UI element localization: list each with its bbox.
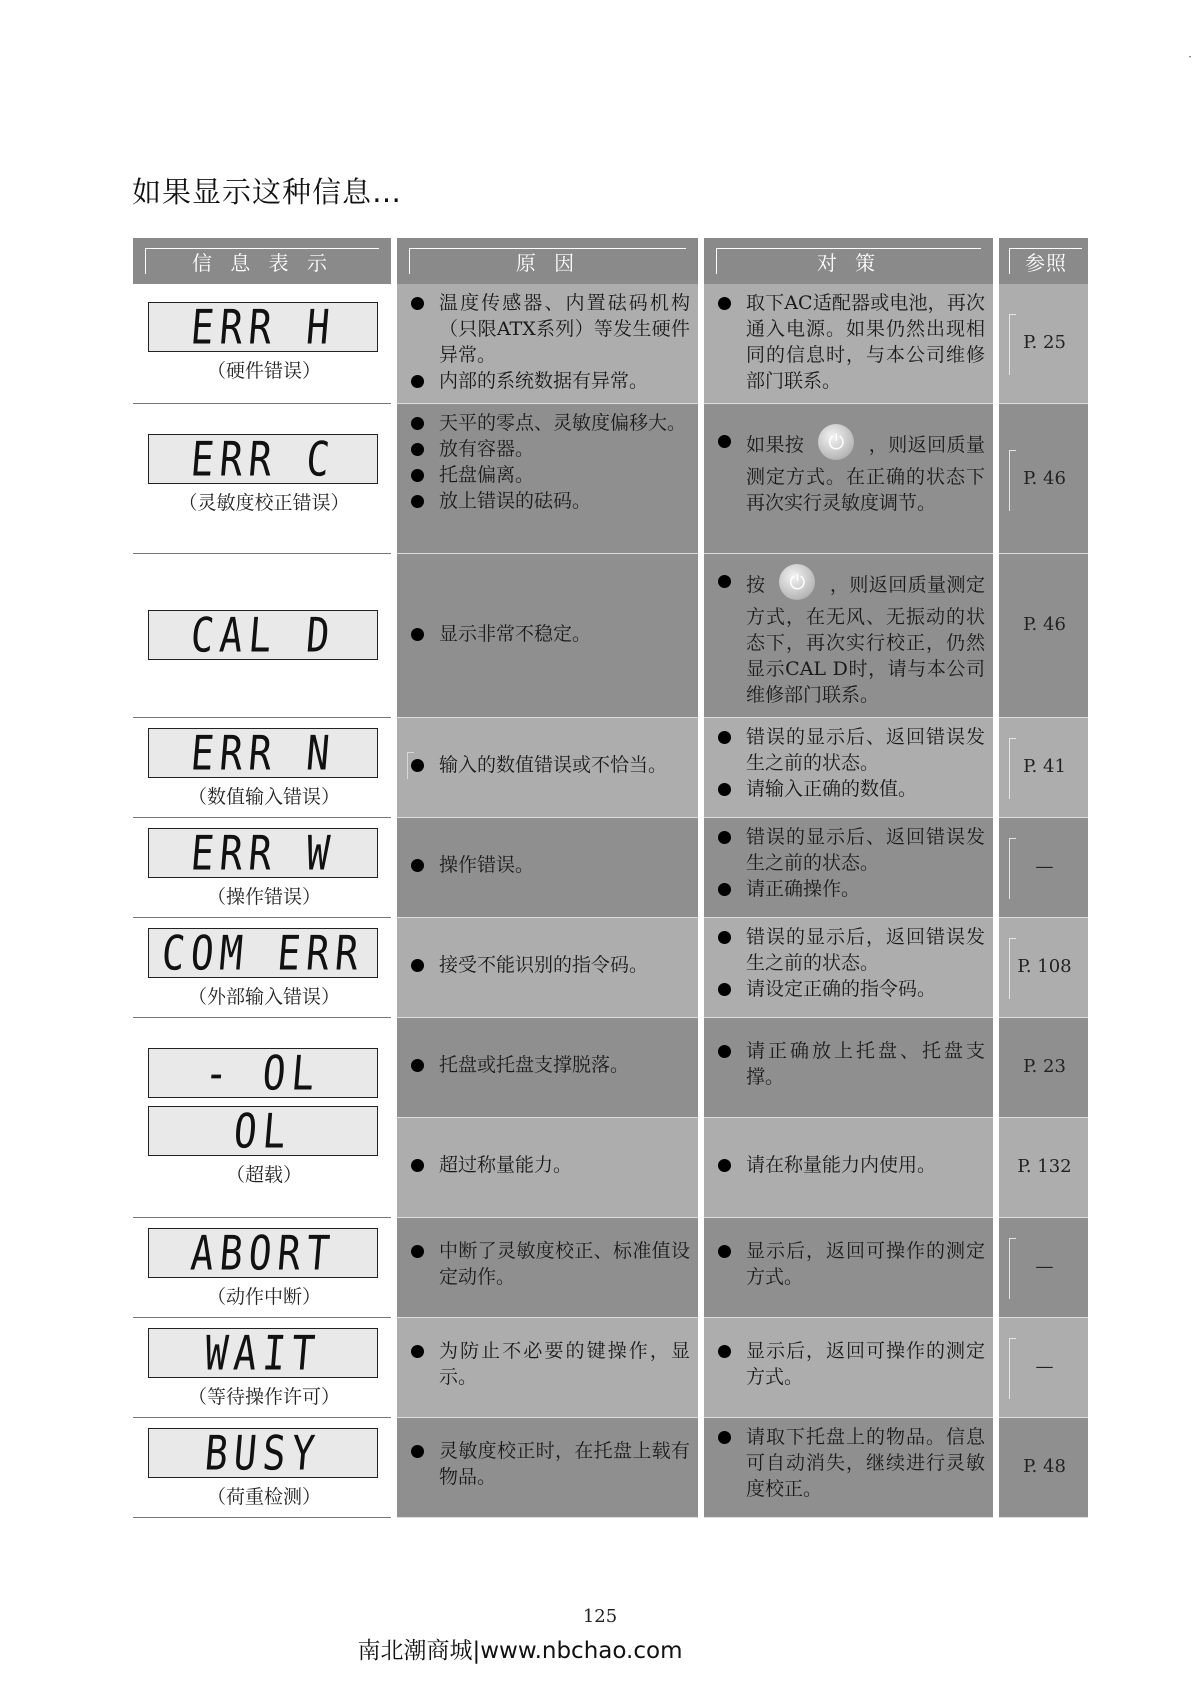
reference-page: P. 41: [1023, 756, 1066, 777]
lcd-display: OL: [148, 1106, 378, 1156]
remedy-list: [714, 1424, 985, 1502]
table-row: [133, 1318, 1088, 1418]
lcd-display: COM ERR: [148, 928, 378, 978]
list-item: 错误的显示后、返回错误发生之前的状态。: [714, 824, 985, 876]
message-label: （超载）: [225, 1164, 302, 1186]
lcd-display: ERR N: [148, 728, 378, 778]
list-item: 温度传感器、内置砝码机构（只限ATX系列）等发生硬件异常。: [407, 290, 690, 368]
cause-list: [407, 1052, 690, 1078]
cause-list: [407, 290, 690, 394]
header-remedy: 对 策: [716, 248, 981, 274]
list-item: 输入的数值错误或不恰当。: [407, 752, 690, 778]
reference-page: —: [1035, 1356, 1054, 1377]
cause-list: [407, 621, 690, 647]
lcd-display: ERR C: [148, 434, 378, 484]
lcd-display: ABORT: [148, 1228, 378, 1278]
message-label: （荷重检测）: [206, 1486, 321, 1508]
table-row: [133, 1418, 1088, 1518]
remedy-list: [714, 1152, 985, 1178]
corner-mark: ·: [1188, 50, 1192, 64]
message-label: （操作错误）: [206, 886, 321, 908]
header-message-display: 信 息 表 示: [145, 248, 379, 274]
lcd-display: ERR H: [148, 302, 378, 352]
message-label: （数值输入错误）: [187, 786, 340, 808]
reference-page: P. 25: [1023, 332, 1066, 353]
header-cause: 原 因: [409, 248, 686, 274]
remedy-list: [714, 724, 985, 802]
table-row: [133, 818, 1088, 918]
list-item: 请正确操作。: [714, 876, 985, 902]
list-item: 显示后，返回可操作的测定方式。: [714, 1338, 985, 1390]
list-item: 内部的系统数据有异常。: [407, 368, 690, 394]
lcd-display: CAL D: [148, 610, 378, 660]
list-item: 中断了灵敏度校正、标准值设定动作。: [407, 1238, 690, 1290]
list-item: 显示非常不稳定。: [407, 621, 690, 647]
list-item: 取下AC适配器或电池，再次通入电源。如果仍然出现相同的信息时，与本公司维修部门联系。: [714, 290, 985, 394]
remedy-list: [714, 1338, 985, 1390]
reference-page: P. 23: [1023, 1056, 1066, 1077]
list-item: 天平的零点、灵敏度偏移大。: [407, 410, 690, 436]
message-label: （硬件错误）: [206, 360, 321, 382]
remedy-list: [714, 1238, 985, 1290]
remedy-list: [714, 824, 985, 902]
lcd-display: BUSY: [148, 1428, 378, 1478]
message-label: （灵敏度校正错误）: [178, 492, 350, 514]
remedy-list: [714, 428, 985, 516]
table-row: [133, 918, 1088, 1018]
list-item: 放上错误的砝码。: [407, 488, 690, 514]
lcd-display: - OL: [148, 1048, 378, 1098]
page-number: 125: [582, 1606, 618, 1627]
message-label: （动作中断）: [206, 1286, 321, 1308]
table-row: [133, 1018, 1088, 1218]
message-label: （等待操作许可）: [187, 1386, 340, 1408]
watermark: 南北潮商城|www.nbchao.com: [357, 1638, 683, 1664]
table-row: [133, 718, 1088, 818]
list-item: 如果按 ⏻ ，则返回质量测定方式。在正确的状态下再次实行灵敏度调节。: [714, 428, 985, 516]
cause-list: [407, 1152, 690, 1178]
list-item: 托盘偏离。: [407, 462, 690, 488]
list-item: 按 ⏻ ，则返回质量测定方式，在无风、无振动的状态下，再次实行校正，仍然显示CAL D时，请与本公司维修部门联系。: [714, 568, 985, 708]
list-item: 托盘或托盘支撑脱落。: [407, 1052, 690, 1078]
list-item: 操作错误。: [407, 852, 690, 878]
lcd-display: ERR W: [148, 828, 378, 878]
reference-page: P. 132: [1017, 1156, 1072, 1177]
table-row: [133, 1218, 1088, 1318]
table-header: [133, 238, 1088, 284]
list-item: 请正确放上托盘、托盘支撑。: [714, 1038, 985, 1090]
power-button-icon: ⏻: [779, 564, 815, 600]
reference-page: P. 108: [1017, 956, 1072, 977]
list-item: 显示后，返回可操作的测定方式。: [714, 1238, 985, 1290]
list-item: 接受不能识别的指令码。: [407, 952, 690, 978]
reference-page: P. 46: [1023, 468, 1066, 489]
list-item: 超过称量能力。: [407, 1152, 690, 1178]
reference-page: P. 46: [1023, 614, 1066, 635]
reference-page: P. 48: [1023, 1456, 1066, 1477]
cause-list: [407, 752, 690, 778]
list-item: 放有容器。: [407, 436, 690, 462]
remedy-list: [714, 568, 985, 708]
list-item: 请取下托盘上的物品。信息可自动消失，继续进行灵敏度校正。: [714, 1424, 985, 1502]
cause-list: [407, 1438, 690, 1490]
list-item: 为防止不必要的键操作，显示。: [407, 1338, 690, 1390]
page-title: 如果显示这种信息…: [132, 175, 403, 209]
cause-list: [407, 410, 690, 514]
cause-list: [407, 952, 690, 978]
reference-page: —: [1035, 856, 1054, 877]
list-item: 请在称量能力内使用。: [714, 1152, 985, 1178]
list-item: 请设定正确的指令码。: [714, 976, 985, 1002]
remedy-list: [714, 1038, 985, 1090]
table-row: [133, 284, 1088, 404]
message-label: （外部输入错误）: [187, 986, 340, 1008]
header-reference: 参照: [1009, 248, 1082, 274]
error-message-table: [133, 238, 1088, 1518]
power-button-icon: ⏻: [818, 424, 854, 460]
list-item: 请输入正确的数值。: [714, 776, 985, 802]
cause-list: [407, 852, 690, 878]
list-item: 错误的显示后，返回错误发生之前的状态。: [714, 924, 985, 976]
remedy-list: [714, 924, 985, 1002]
remedy-list: [714, 290, 985, 394]
table-row: [133, 554, 1088, 718]
lcd-display: WAIT: [148, 1328, 378, 1378]
cause-list: [407, 1238, 690, 1290]
reference-page: —: [1035, 1256, 1054, 1277]
cause-list: [407, 1338, 690, 1390]
list-item: 错误的显示后、返回错误发生之前的状态。: [714, 724, 985, 776]
table-row: [133, 404, 1088, 554]
list-item: 灵敏度校正时，在托盘上载有物品。: [407, 1438, 690, 1490]
